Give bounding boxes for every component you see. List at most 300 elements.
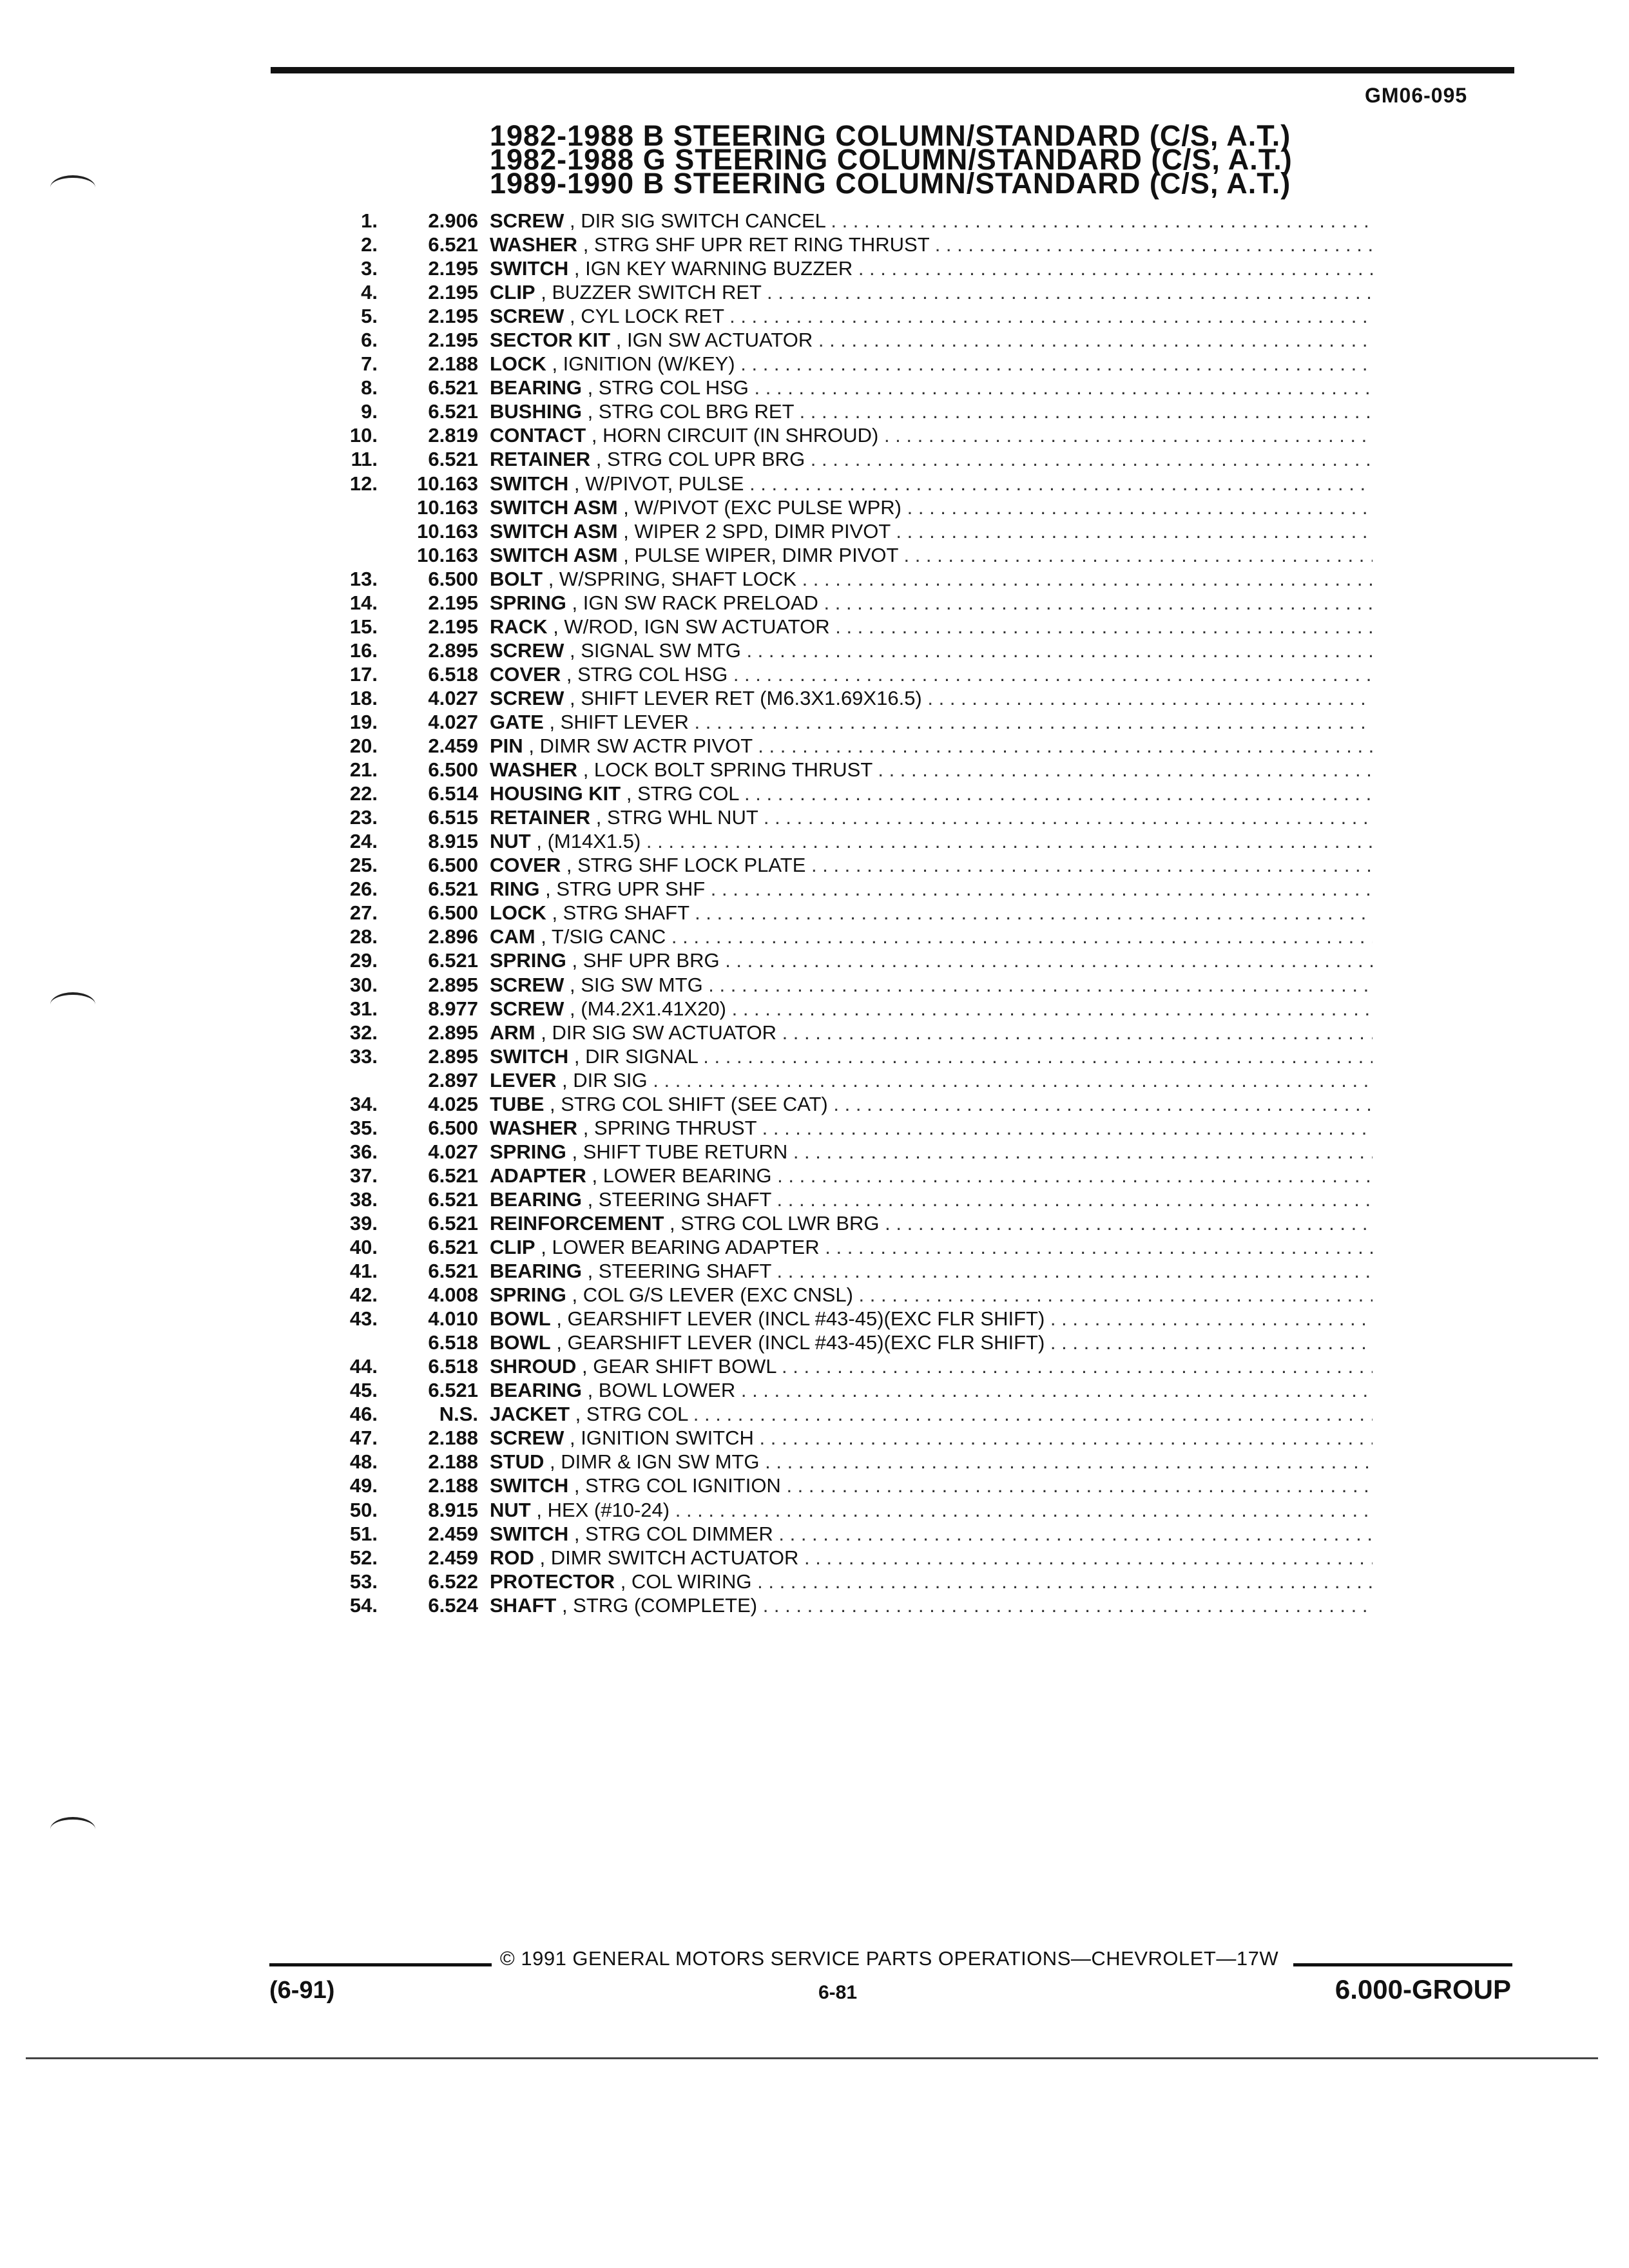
- item-number: 20.: [349, 735, 378, 758]
- part-name: SCREW: [490, 209, 564, 232]
- item-number: 18.: [349, 686, 378, 709]
- part-description: [490, 1474, 1373, 1497]
- part-row: [329, 543, 1373, 567]
- group-number: 6.500: [428, 854, 478, 877]
- part-name: SWITCH ASM: [490, 519, 618, 543]
- part-name: SWITCH ASM: [490, 495, 618, 519]
- group-number: 4.027: [428, 710, 478, 733]
- part-name: RETAINER: [490, 806, 591, 829]
- part-name: NUT: [490, 830, 531, 853]
- part-description: [490, 233, 1373, 256]
- group-label: 6.000-GROUP: [1335, 1974, 1511, 2004]
- date-code: (6-91): [269, 1977, 335, 2004]
- item-number: 29.: [349, 949, 378, 972]
- group-number: 6.521: [428, 1260, 478, 1283]
- part-name: NUT: [490, 1498, 531, 1521]
- part-row: [329, 1474, 1373, 1497]
- item-number: 27.: [349, 901, 378, 925]
- part-row: [329, 495, 1373, 519]
- item-number: 48.: [349, 1450, 378, 1474]
- part-row: [329, 877, 1373, 901]
- item-number: 17.: [349, 662, 378, 686]
- part-detail: , W/ROD, IGN SW ACTUATOR: [553, 615, 830, 638]
- part-name: PIN: [490, 735, 523, 758]
- part-row: [329, 662, 1373, 686]
- part-row: [329, 233, 1373, 256]
- part-description: [490, 304, 1373, 328]
- item-number: 32.: [349, 1021, 378, 1044]
- part-description: [490, 997, 1373, 1021]
- part-detail: , DIMR SWITCH ACTUATOR: [539, 1546, 799, 1569]
- part-row: [329, 973, 1373, 997]
- item-number: 14.: [349, 591, 378, 614]
- part-name: STUD: [490, 1450, 545, 1474]
- part-description: [490, 209, 1373, 233]
- group-number: 4.027: [428, 1140, 478, 1163]
- part-row: [329, 734, 1373, 758]
- part-detail: , STRG WHL NUT: [595, 806, 758, 829]
- group-number: 2.195: [428, 281, 478, 304]
- part-description: [490, 495, 1373, 519]
- group-number: 6.518: [428, 1355, 478, 1378]
- part-name: BOLT: [490, 567, 543, 590]
- part-detail: , DIR SIG: [561, 1068, 648, 1091]
- part-description: [490, 1354, 1373, 1378]
- item-number: 45.: [349, 1379, 378, 1402]
- item-number: 31.: [349, 997, 378, 1020]
- part-detail: , SHF UPR BRG: [572, 949, 720, 972]
- part-description: [490, 1593, 1373, 1617]
- part-name: BEARING: [490, 376, 582, 399]
- item-number: 13.: [349, 567, 378, 590]
- item-number: 54.: [349, 1593, 378, 1617]
- part-description: [490, 447, 1373, 471]
- part-name: CAM: [490, 925, 535, 948]
- part-description: [490, 280, 1373, 304]
- group-number: 2.195: [428, 329, 478, 352]
- part-description: [490, 1570, 1373, 1593]
- part-description: [490, 1259, 1373, 1283]
- part-name: JACKET: [490, 1403, 570, 1426]
- part-row: [329, 1450, 1373, 1474]
- item-number: 28.: [349, 925, 378, 948]
- parts-list: [329, 209, 1373, 1617]
- part-detail: , COL G/S LEVER (EXC CNSL): [572, 1283, 853, 1307]
- part-row: [329, 1187, 1373, 1211]
- group-number: 2.906: [428, 209, 478, 232]
- section-titles: [490, 119, 1293, 200]
- part-detail: , HEX (#10-24): [536, 1498, 670, 1521]
- footer-rule-right: [1293, 1963, 1512, 1966]
- part-row: [329, 1546, 1373, 1570]
- part-name: ARM: [490, 1021, 535, 1044]
- group-number: 2.195: [428, 305, 478, 328]
- part-description: [490, 1092, 1373, 1116]
- part-row: [329, 423, 1373, 447]
- part-row: [329, 447, 1373, 471]
- item-number: 16.: [349, 639, 378, 662]
- group-number: 2.459: [428, 735, 478, 758]
- part-name: WASHER: [490, 233, 578, 256]
- part-description: [490, 1021, 1373, 1044]
- part-name: CLIP: [490, 281, 535, 304]
- group-number: 6.500: [428, 567, 478, 590]
- part-name: SWITCH: [490, 1522, 569, 1545]
- item-number: 22.: [349, 782, 378, 805]
- part-row: [329, 1331, 1373, 1354]
- group-number: 6.521: [428, 1164, 478, 1187]
- item-number: 11.: [351, 448, 378, 471]
- part-name: SPRING: [490, 591, 566, 614]
- part-detail: , DIR SIG SW ACTUATOR: [541, 1021, 776, 1044]
- part-description: [490, 877, 1373, 901]
- part-description: [490, 423, 1373, 447]
- part-description: [490, 1402, 1373, 1426]
- part-description: [490, 758, 1373, 782]
- part-name: BEARING: [490, 1187, 582, 1211]
- part-name: SCREW: [490, 686, 564, 709]
- part-name: ADAPTER: [490, 1164, 586, 1187]
- page-number: 6-81: [818, 1982, 858, 2003]
- group-number: 8.977: [428, 997, 478, 1020]
- group-number: 4.010: [428, 1307, 478, 1331]
- group-number: 2.819: [428, 424, 478, 447]
- part-description: [490, 1164, 1373, 1187]
- group-number: 10.163: [417, 472, 478, 495]
- part-detail: , STRG SHF UPR RET RING THRUST: [583, 233, 930, 256]
- group-number: 2.895: [428, 1021, 478, 1044]
- part-detail: , SHIFT TUBE RETURN: [572, 1140, 788, 1163]
- group-number: 6.521: [428, 1187, 478, 1211]
- part-detail: , SIGNAL SW MTG: [570, 639, 741, 662]
- item-number: 15.: [349, 615, 378, 638]
- item-number: 42.: [349, 1283, 378, 1307]
- part-description: [490, 472, 1373, 495]
- part-name: SWITCH: [490, 257, 569, 280]
- part-detail: , GEARSHIFT LEVER (INCL #43-45)(EXC FLR SHIFT): [556, 1307, 1045, 1331]
- item-number: 36.: [349, 1140, 378, 1163]
- group-number: 6.521: [428, 1379, 478, 1402]
- item-number: 26.: [349, 878, 378, 901]
- group-number: 2.895: [428, 1044, 478, 1068]
- part-row: [329, 1235, 1373, 1259]
- group-number: 6.518: [428, 662, 478, 686]
- group-number: 2.895: [428, 639, 478, 662]
- part-detail: , STRG COL HSG: [566, 662, 728, 686]
- group-number: 8.915: [428, 1498, 478, 1521]
- group-number: 8.915: [428, 830, 478, 853]
- section-title: 1982-1988 B STEERING COLUMN/STANDARD (C/S, A.T.): [490, 119, 1291, 152]
- part-detail: , BOWL LOWER: [587, 1379, 736, 1402]
- group-number: 10.163: [417, 495, 478, 519]
- part-row: [329, 209, 1373, 233]
- part-row: [329, 1068, 1373, 1092]
- part-name: SWITCH: [490, 472, 569, 495]
- part-row: [329, 1378, 1373, 1402]
- part-row: [329, 472, 1373, 495]
- group-number: 2.195: [428, 615, 478, 638]
- part-row: [329, 948, 1373, 972]
- item-number: 10.: [349, 424, 378, 447]
- item-number: 50.: [349, 1498, 378, 1521]
- part-description: [490, 1522, 1373, 1546]
- part-detail: , STRG COL DIMMER: [574, 1522, 773, 1545]
- part-name: SPRING: [490, 1140, 566, 1163]
- part-detail: , STRG COL: [626, 782, 739, 805]
- part-detail: , (M4.2X1.41X20): [570, 997, 726, 1020]
- part-detail: , STRG COL SHIFT (SEE CAT): [550, 1092, 828, 1115]
- part-name: BOWL: [490, 1307, 551, 1331]
- document-id: GM06-095: [1365, 84, 1468, 107]
- item-number: 8.: [361, 376, 378, 399]
- part-description: [490, 829, 1373, 853]
- part-detail: , STEERING SHAFT: [587, 1260, 771, 1283]
- part-detail: , GEARSHIFT LEVER (INCL #43-45)(EXC FLR SHIFT): [556, 1331, 1045, 1354]
- item-number: 51.: [349, 1522, 378, 1545]
- part-description: [490, 925, 1373, 948]
- part-description: [490, 973, 1373, 997]
- part-name: GATE: [490, 710, 544, 733]
- part-detail: , IGN KEY WARNING BUZZER: [574, 257, 853, 280]
- group-number: 6.521: [428, 1211, 478, 1235]
- part-row: [329, 829, 1373, 853]
- group-number: 6.521: [428, 376, 478, 399]
- part-row: [329, 519, 1373, 543]
- part-detail: , CYL LOCK RET: [570, 305, 724, 328]
- part-description: [490, 948, 1373, 972]
- group-number: 6.524: [428, 1593, 478, 1617]
- part-description: [490, 853, 1373, 877]
- part-description: [490, 1116, 1373, 1140]
- group-number: 2.897: [428, 1068, 478, 1091]
- part-name: COVER: [490, 662, 561, 686]
- part-name: RING: [490, 878, 540, 901]
- item-number: 33.: [349, 1044, 378, 1068]
- part-description: [490, 256, 1373, 280]
- part-row: [329, 256, 1373, 280]
- item-number: 23.: [349, 806, 378, 829]
- part-detail: , BUZZER SWITCH RET: [541, 281, 762, 304]
- item-number: 21.: [349, 758, 378, 782]
- part-row: [329, 1593, 1373, 1617]
- item-number: 30.: [349, 973, 378, 996]
- part-name: BEARING: [490, 1260, 582, 1283]
- part-description: [490, 639, 1373, 662]
- binder-hole-mark: [50, 1817, 95, 1841]
- part-description: [490, 543, 1373, 567]
- page-edge-rule: [26, 2057, 1598, 2059]
- part-detail: , DIR SIG SWITCH CANCEL: [570, 209, 825, 232]
- item-number: 6.: [361, 329, 378, 352]
- part-detail: , PULSE WIPER, DIMR PIVOT: [623, 543, 898, 566]
- part-name: ROD: [490, 1546, 534, 1569]
- item-number: 5.: [361, 305, 378, 328]
- part-detail: , DIR SIGNAL: [574, 1044, 698, 1068]
- part-description: [490, 686, 1373, 710]
- item-number: 1.: [361, 209, 378, 232]
- part-name: BUSHING: [490, 400, 582, 423]
- part-row: [329, 328, 1373, 352]
- part-detail: , STRG COL: [575, 1403, 688, 1426]
- group-number: 6.521: [428, 448, 478, 471]
- part-description: [490, 1378, 1373, 1402]
- item-number: 52.: [349, 1546, 378, 1569]
- part-detail: , SIG SW MTG: [570, 973, 703, 996]
- part-row: [329, 280, 1373, 304]
- part-description: [490, 615, 1373, 639]
- part-name: SCREW: [490, 997, 564, 1020]
- part-name: SCREW: [490, 973, 564, 996]
- part-name: SECTOR KIT: [490, 329, 611, 352]
- item-number: 38.: [349, 1187, 378, 1211]
- group-number: 6.521: [428, 949, 478, 972]
- part-description: [490, 734, 1373, 758]
- item-number: 7.: [361, 352, 378, 376]
- part-name: HOUSING KIT: [490, 782, 621, 805]
- part-name: CLIP: [490, 1236, 535, 1259]
- part-detail: , IGN SW RACK PRELOAD: [572, 591, 818, 614]
- part-row: [329, 1021, 1373, 1044]
- group-number: 6.500: [428, 901, 478, 925]
- item-number: 53.: [349, 1570, 378, 1593]
- group-number: 10.163: [417, 543, 478, 566]
- group-number: 2.188: [428, 1474, 478, 1497]
- part-name: WASHER: [490, 758, 578, 782]
- part-description: [490, 1235, 1373, 1259]
- part-row: [329, 782, 1373, 805]
- item-number: 47.: [349, 1427, 378, 1450]
- item-number: 40.: [349, 1236, 378, 1259]
- part-name: RACK: [490, 615, 548, 638]
- group-number: 2.195: [428, 591, 478, 614]
- part-name: TUBE: [490, 1092, 545, 1115]
- part-description: [490, 591, 1373, 615]
- item-number: 34.: [349, 1092, 378, 1115]
- part-row: [329, 1354, 1373, 1378]
- item-number: 12.: [349, 472, 378, 495]
- part-description: [490, 1068, 1373, 1092]
- item-number: 39.: [349, 1211, 378, 1235]
- group-number: N.S.: [439, 1403, 478, 1426]
- part-detail: , HORN CIRCUIT (IN SHROUD): [591, 424, 879, 447]
- group-number: 6.521: [428, 400, 478, 423]
- group-number: 6.521: [428, 878, 478, 901]
- part-name: LOCK: [490, 901, 546, 925]
- part-row: [329, 997, 1373, 1021]
- group-number: 6.500: [428, 758, 478, 782]
- part-row: [329, 925, 1373, 948]
- item-number: 3.: [361, 257, 378, 280]
- part-detail: , LOWER BEARING: [592, 1164, 772, 1187]
- item-number: 24.: [349, 830, 378, 853]
- part-name: PROTECTOR: [490, 1570, 615, 1593]
- part-description: [490, 519, 1373, 543]
- part-description: [490, 1331, 1373, 1354]
- part-name: COVER: [490, 854, 561, 877]
- part-name: SCREW: [490, 305, 564, 328]
- part-description: [490, 1546, 1373, 1570]
- part-name: SPRING: [490, 949, 566, 972]
- part-detail: , STRG UPR SHF: [545, 878, 706, 901]
- part-name: BOWL: [490, 1331, 551, 1354]
- part-row: [329, 1044, 1373, 1068]
- part-detail: , LOWER BEARING ADAPTER: [541, 1236, 820, 1259]
- part-row: [329, 615, 1373, 639]
- part-row: [329, 591, 1373, 615]
- group-number: 2.188: [428, 1427, 478, 1450]
- part-detail: , STRG COL BRG RET: [587, 400, 794, 423]
- part-description: [490, 1044, 1373, 1068]
- part-row: [329, 853, 1373, 877]
- part-description: [490, 782, 1373, 805]
- group-number: 6.514: [428, 782, 478, 805]
- part-description: [490, 1140, 1373, 1164]
- part-row: [329, 1522, 1373, 1546]
- part-name: SCREW: [490, 639, 564, 662]
- part-description: [490, 662, 1373, 686]
- group-number: 6.522: [428, 1570, 478, 1593]
- part-description: [490, 1498, 1373, 1522]
- part-name: SHROUD: [490, 1355, 577, 1378]
- item-number: 25.: [349, 854, 378, 877]
- group-number: 4.027: [428, 686, 478, 709]
- part-name: SWITCH: [490, 1044, 569, 1068]
- part-description: [490, 376, 1373, 399]
- section-title: 1982-1988 G STEERING COLUMN/STANDARD (C/S, A.T.): [490, 143, 1293, 176]
- part-description: [490, 1211, 1373, 1235]
- copyright-line: © 1991 GENERAL MOTORS SERVICE PARTS OPERATIONS—CHEVROLET—17W: [499, 1947, 1279, 1970]
- group-number: 4.025: [428, 1092, 478, 1115]
- top-rule: [271, 67, 1514, 73]
- part-detail: , W/SPRING, SHAFT LOCK: [548, 567, 796, 590]
- part-row: [329, 1570, 1373, 1593]
- part-detail: , WIPER 2 SPD, DIMR PIVOT: [623, 519, 891, 543]
- part-name: SCREW: [490, 1427, 564, 1450]
- part-detail: , STRG (COMPLETE): [561, 1593, 758, 1617]
- group-number: 2.188: [428, 1450, 478, 1474]
- item-number: 9.: [361, 400, 378, 423]
- part-detail: , SHIFT LEVER: [549, 710, 689, 733]
- part-row: [329, 1164, 1373, 1187]
- part-row: [329, 710, 1373, 734]
- item-number: 44.: [349, 1355, 378, 1378]
- part-description: [490, 1450, 1373, 1474]
- part-description: [490, 901, 1373, 925]
- part-detail: , SPRING THRUST: [583, 1116, 757, 1139]
- part-name: REINFORCEMENT: [490, 1211, 664, 1235]
- part-row: [329, 1402, 1373, 1426]
- part-name: SPRING: [490, 1283, 566, 1307]
- part-row: [329, 352, 1373, 376]
- part-row: [329, 639, 1373, 662]
- item-number: 19.: [349, 710, 378, 733]
- part-detail: , IGN SW ACTUATOR: [615, 329, 813, 352]
- part-row: [329, 1116, 1373, 1140]
- part-row: [329, 567, 1373, 591]
- group-number: 4.008: [428, 1283, 478, 1307]
- section-title: 1989-1990 B STEERING COLUMN/STANDARD (C/S, A.T.): [490, 167, 1291, 200]
- group-number: 6.500: [428, 1116, 478, 1139]
- part-detail: , STRG COL IGNITION: [574, 1474, 781, 1497]
- part-detail: , STEERING SHAFT: [587, 1187, 771, 1211]
- part-row: [329, 1307, 1373, 1331]
- part-name: SHAFT: [490, 1593, 557, 1617]
- part-row: [329, 1092, 1373, 1116]
- part-detail: , SHIFT LEVER RET (M6.3X1.69X16.5): [570, 686, 922, 709]
- part-detail: , T/SIG CANC: [541, 925, 666, 948]
- item-number: 41.: [349, 1260, 378, 1283]
- item-number: 49.: [349, 1474, 378, 1497]
